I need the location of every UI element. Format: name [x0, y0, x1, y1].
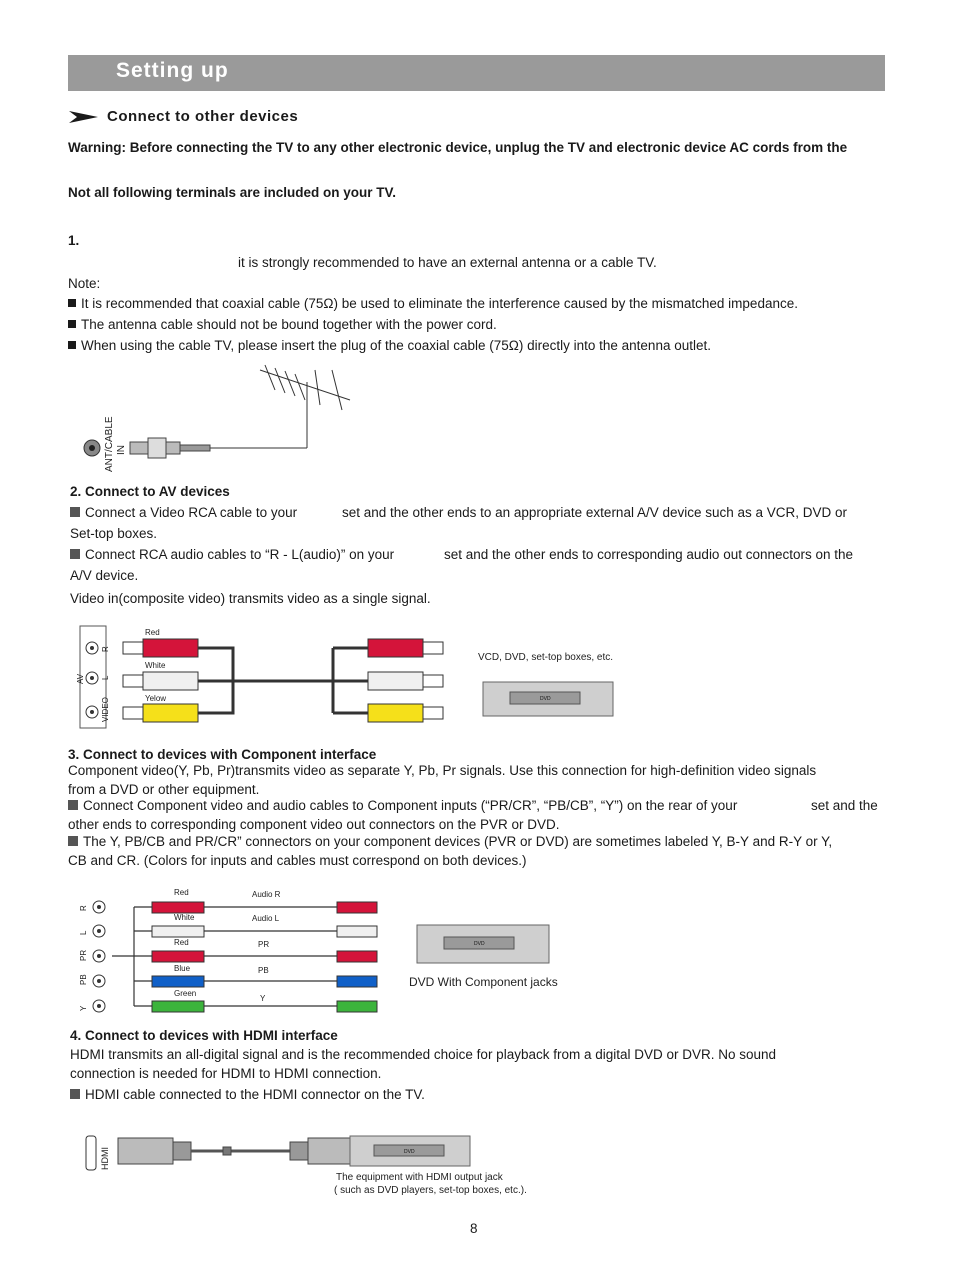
- svg-text:Yelow: Yelow: [145, 694, 167, 703]
- bullet-icon: [68, 341, 76, 349]
- device-caption: ( such as DVD players, set-top boxes, etc.).: [334, 1185, 527, 1196]
- svg-text:DVD: DVD: [540, 696, 551, 702]
- s2-bullet-cont: set and the other ends to an appropriate external A/V device such as a VCR, DVD or: [342, 505, 848, 520]
- svg-text:R: R: [101, 646, 110, 652]
- svg-text:Blue: Blue: [174, 964, 191, 973]
- svg-text:VIDEO: VIDEO: [101, 697, 110, 722]
- svg-text:Audio R: Audio R: [252, 890, 281, 899]
- warning-text: Warning: Before connecting the TV to any other electronic device, unplug the TV and electronic device AC cords from the: [68, 140, 848, 155]
- bullet-icon: [68, 800, 78, 810]
- s3-desc: Component video(Y, Pb, Pr)transmits video as separate Y, Pb, Pr signals. Use this connection for high-definition video signals: [68, 763, 817, 778]
- svg-text:HDMI: HDMI: [100, 1147, 110, 1170]
- s2-desc: Video in(composite video) transmits video as a single signal.: [70, 591, 431, 606]
- bullet-icon: [68, 836, 78, 846]
- s1-recommend: it is strongly recommended to have an external antenna or a cable TV.: [238, 255, 657, 270]
- svg-text:PR: PR: [258, 940, 270, 949]
- s2-bullet-cont: set and the other ends to corresponding audio out connectors on the: [444, 547, 854, 562]
- svg-text:Red: Red: [174, 888, 189, 897]
- rca-plug-red: [143, 639, 198, 657]
- s4-bullet: HDMI cable connected to the HDMI connector on the TV.: [70, 1085, 425, 1104]
- svg-text:DVD: DVD: [404, 1149, 415, 1155]
- bullet-icon: [70, 549, 80, 559]
- s3-desc: from a DVD or other equipment.: [68, 782, 260, 797]
- svg-text:L: L: [79, 930, 88, 935]
- s3-bullet: Connect Component video and audio cables to Component inputs (“PR/CR”, “PB/CB”, “Y”) on the rear of your: [68, 796, 737, 815]
- s4-desc: HDMI transmits an all-digital signal and is the recommended choice for playback from a digital DVD or DVR. No sound: [70, 1047, 777, 1062]
- s3-bullet-cont: CB and CR. (Colors for inputs and cables must correspond on both devices.): [68, 853, 527, 868]
- s2-bullet: Connect a Video RCA cable to your: [70, 503, 297, 522]
- svg-text:Red: Red: [174, 938, 189, 947]
- port-label: IN: [116, 445, 127, 455]
- s2-bullet-cont: A/V device.: [70, 568, 139, 583]
- s3-title: 3. Connect to devices with Component interface: [68, 747, 377, 762]
- s3-bullet-cont: set and the: [811, 798, 878, 813]
- s3-bullet-cont: other ends to corresponding component video out connectors on the PVR or DVD.: [68, 817, 560, 832]
- svg-text:White: White: [174, 913, 195, 922]
- s2-bullet: Connect RCA audio cables to “R - L(audio)” on your: [70, 545, 394, 564]
- s4-title: 4. Connect to devices with HDMI interface: [70, 1028, 338, 1043]
- svg-text:Red: Red: [145, 628, 160, 637]
- svg-text:Y: Y: [79, 1005, 88, 1011]
- page-title: Setting up: [116, 59, 229, 82]
- bullet-icon: [70, 1089, 80, 1099]
- note-item: The antenna cable should not be bound together with the power cord.: [68, 315, 497, 334]
- svg-text:DVD: DVD: [474, 941, 485, 947]
- svg-text:White: White: [145, 661, 166, 670]
- s2-bullet-cont: Set-top boxes.: [70, 526, 158, 541]
- svg-text:L: L: [101, 675, 110, 680]
- bullet-icon: [70, 507, 80, 517]
- svg-text:PB: PB: [258, 966, 269, 975]
- hdmi-port-icon: [86, 1136, 96, 1170]
- antenna-diagram: [70, 360, 370, 482]
- s4-desc: connection is needed for HDMI to HDMI connection.: [70, 1066, 382, 1081]
- arrow-icon: [68, 110, 100, 124]
- bullet-icon: [68, 320, 76, 328]
- panel-label: AV: [76, 673, 85, 684]
- s1-number: 1.: [68, 233, 80, 248]
- note-item: It is recommended that coaxial cable (75Ω) be used to eliminate the interference caused by the mismatched impedance.: [68, 294, 798, 313]
- s2-title: 2. Connect to AV devices: [70, 484, 230, 499]
- av-diagram: [78, 622, 638, 732]
- device-caption: VCD, DVD, set-top boxes, etc.: [478, 652, 614, 663]
- page-number: 8: [470, 1221, 478, 1236]
- svg-text:PR: PR: [79, 949, 88, 961]
- svg-text:R: R: [79, 905, 88, 911]
- svg-text:Green: Green: [174, 989, 197, 998]
- section-title: Connect to other devices: [107, 108, 299, 125]
- bullet-icon: [68, 299, 76, 307]
- device-caption: DVD With Component jacks: [409, 975, 558, 989]
- device-caption: The equipment with HDMI output jack: [336, 1172, 503, 1183]
- rca-plug-white: [143, 672, 198, 690]
- svg-text:PB: PB: [79, 974, 88, 985]
- svg-text:Y: Y: [260, 994, 266, 1003]
- hdmi-plug: [118, 1138, 173, 1164]
- port-label: ANT/CABLE: [104, 416, 115, 472]
- rca-plug-yellow: [143, 704, 198, 722]
- component-diagram: [72, 885, 592, 1015]
- not-all-text: Not all following terminals are included on your TV.: [68, 185, 397, 200]
- antenna-icon: [210, 365, 350, 448]
- s3-bullet: The Y, PB/CB and PR/CR” connectors on your component devices (PVR or DVD) are sometimes labeled Y, B-Y and R-Y or Y,: [68, 832, 832, 851]
- note-item: When using the cable TV, please insert the plug of the coaxial cable (75Ω) directly into the antenna outlet.: [68, 336, 711, 355]
- note-label: Note:: [68, 276, 101, 291]
- page-header-bar: [68, 55, 885, 91]
- hdmi-diagram: [80, 1128, 560, 1200]
- svg-text:Audio L: Audio L: [252, 914, 280, 923]
